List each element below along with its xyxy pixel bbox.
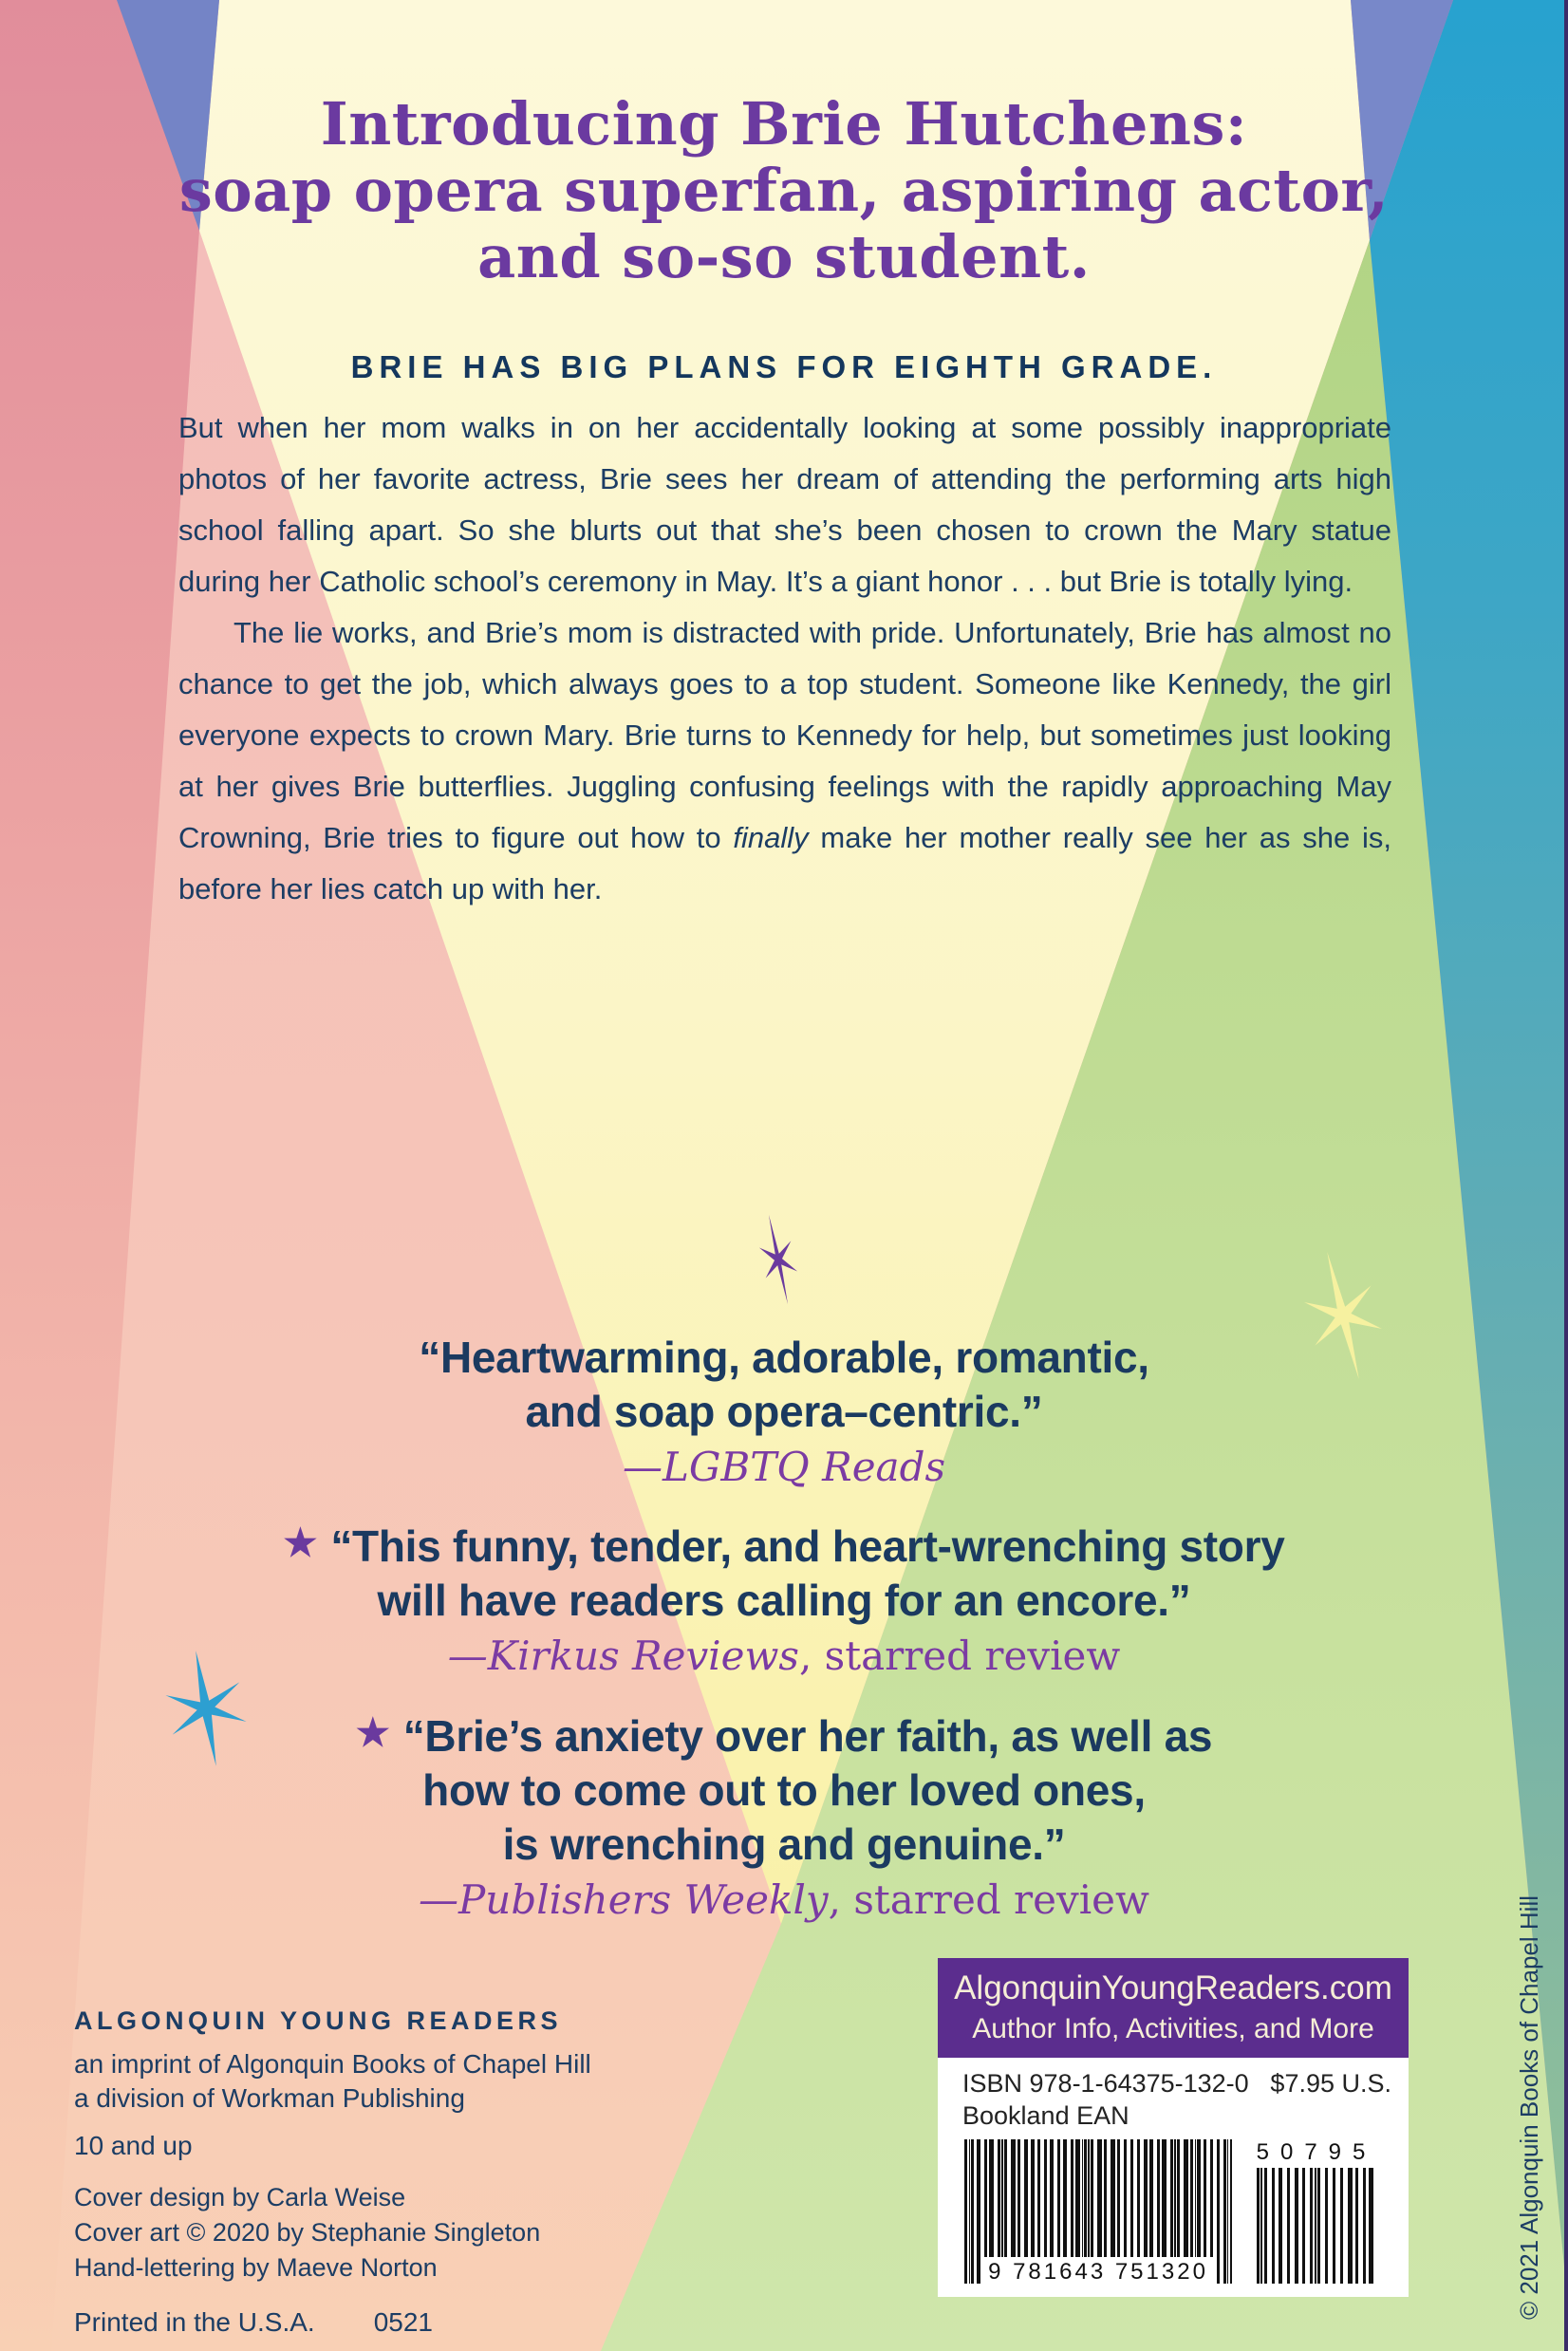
supplement-bars (1257, 2168, 1376, 2284)
review-star-icon: ★ (355, 1712, 390, 1754)
website-panel (938, 1958, 1409, 2058)
synopsis (178, 402, 1391, 915)
quote-line: how to come out to her loved ones, (422, 1765, 1146, 1815)
quote-line (0, 1517, 1568, 1574)
price: $7.95 U.S. (1270, 2069, 1391, 2098)
quote-source-suffix: , starred review (828, 1876, 1149, 1923)
quote-attribution (0, 1443, 1568, 1492)
isbn-row (962, 2069, 1391, 2099)
supplement-barcode (1255, 2139, 1378, 2284)
quote-line: and soap opera–centric.” (525, 1387, 1043, 1436)
ean-barcode-digits: 9 781643 751320 (983, 2257, 1213, 2286)
credit-cover-design: Cover design by Carla Weise (74, 2183, 406, 2211)
printed-line (74, 2306, 591, 2339)
bookland-ean-label: Bookland EAN (962, 2101, 1129, 2130)
quote-text: “Brie’s anxiety over her faith, as well as (402, 1711, 1213, 1761)
synopsis-paragraph-2 (178, 607, 1391, 915)
website-url: AlgonquinYoungReaders.com (954, 1969, 1392, 2006)
headline-line-1: Introducing Brie Hutchens: (320, 89, 1248, 159)
quote-source: —Publishers Weekly (419, 1876, 829, 1923)
synopsis-p2-text-end: make her mother really see her as she is, before her lies catch up with her. (178, 821, 1391, 905)
print-code: 0521 (373, 2307, 433, 2337)
synopsis-p2-text: The lie works, and Brie’s mom is distracted with pride. Unfortunately, Brie has almost no chance to get the job, which always goes to a top student. Someone like Kennedy, the girl everyone expects to crown Mary. Brie turns to Kennedy for help, but sometimes just looking at her gives Brie butterflies. Juggling confusing feelings with the rapidly approaching May Crowning, Brie tries to figure out how to (178, 616, 1391, 854)
publisher-name: ALGONQUIN YOUNG READERS (74, 2006, 563, 2035)
quote-attribution (0, 1875, 1568, 1925)
review-quote-kirkus (0, 1517, 1568, 1681)
publisher-block (74, 2005, 591, 2339)
headline (0, 91, 1568, 290)
quote-line: “Heartwarming, adorable, romantic, (419, 1333, 1149, 1382)
ean-barcode (964, 2139, 1232, 2284)
spine-edge-strip (1564, 0, 1568, 2351)
review-star-icon: ★ (283, 1522, 318, 1564)
supplement-digits: 50795 (1256, 2139, 1377, 2165)
quote-source: —LGBTQ Reads (622, 1444, 946, 1490)
credit-cover-art: Cover art © 2020 by Stephanie Singleton (74, 2218, 541, 2247)
quote-line: is wrenching and genuine.” (502, 1819, 1066, 1869)
isbn-number: ISBN 978-1-64375-132-0 (962, 2069, 1249, 2098)
quote-line (0, 1707, 1568, 1763)
synopsis-paragraph-1: But when her mom walks in on her accidentally looking at some possibly inappropriate photos of her favorite actress, Brie sees her dream of attending the performing arts high school falling apart. So she blurts out that she’s been chosen to crown the Mary statue during her Catholic school’s ceremony in May. It’s a giant honor . . . but Brie is totally lying. (178, 411, 1391, 598)
vertical-copyright: © 2021 Algonquin Books of Chapel Hill (1515, 1894, 1543, 2320)
publisher-division: a division of Workman Publishing (74, 2083, 465, 2113)
review-quote-lgbtq-reads (0, 1331, 1568, 1492)
age-range: 10 and up (74, 2131, 193, 2160)
quote-text: “This funny, tender, and heart-wrenching story (330, 1521, 1285, 1571)
printed-in-usa: Printed in the U.S.A. (74, 2307, 315, 2337)
review-quote-publishers-weekly (0, 1707, 1568, 1925)
credit-hand-lettering: Hand-lettering by Maeve Norton (74, 2253, 438, 2282)
barcode-panel (938, 2058, 1409, 2297)
synopsis-p2-italic-word: finally (733, 821, 809, 854)
headline-line-3: and so-so student. (477, 222, 1091, 291)
headline-line-2: soap opera superfan, aspiring actor, (178, 156, 1390, 225)
quote-source: —Kirkus Reviews (447, 1633, 799, 1679)
quote-line: will have readers calling for an encore.” (377, 1576, 1191, 1625)
publisher-imprint: an imprint of Algonquin Books of Chapel Hill (74, 2049, 591, 2079)
quote-attribution (0, 1632, 1568, 1681)
tagline: BRIE HAS BIG PLANS FOR EIGHTH GRADE. (350, 349, 1218, 384)
website-subtitle: Author Info, Activities, and More (972, 2013, 1374, 2044)
quote-source-suffix: , starred review (798, 1633, 1121, 1679)
